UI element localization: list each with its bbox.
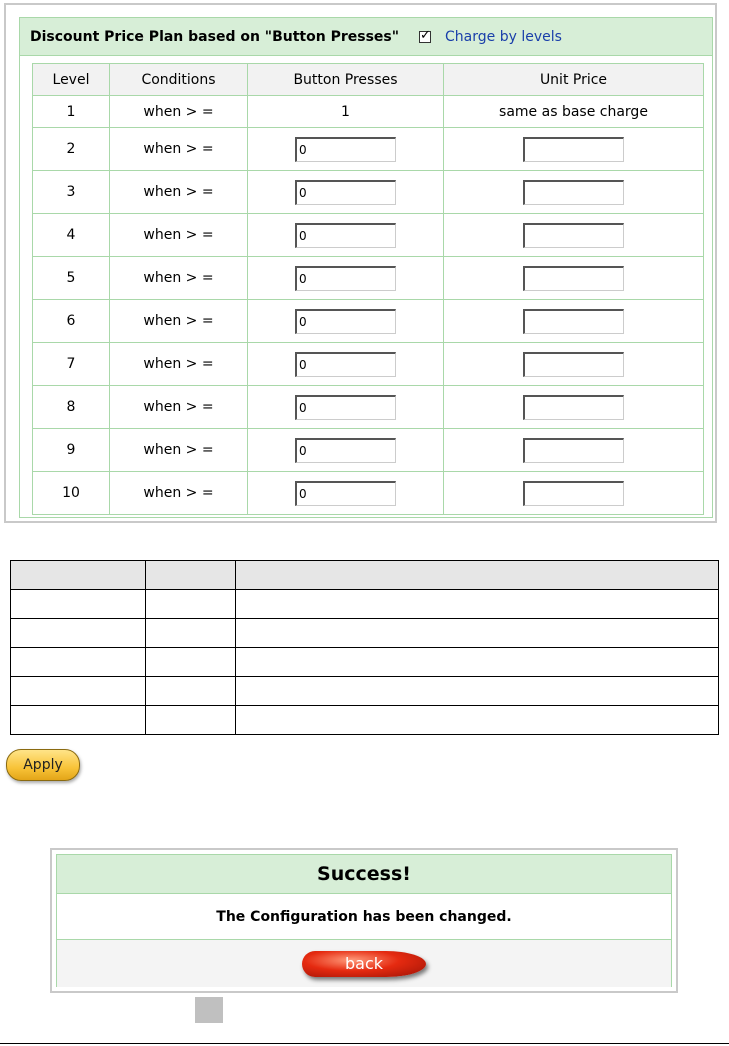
unit-price-input[interactable] <box>523 309 624 334</box>
unit-price-input[interactable] <box>523 352 624 377</box>
condition-cell: when > = <box>110 128 248 171</box>
description-cell <box>146 677 236 706</box>
description-cell <box>11 677 146 706</box>
table-row <box>33 429 704 472</box>
unit-price-cell <box>444 171 704 214</box>
button-presses-input[interactable] <box>295 180 396 205</box>
description-cell <box>236 590 719 619</box>
button-presses-input[interactable] <box>295 223 396 248</box>
table-row <box>11 648 719 677</box>
back-button[interactable]: back <box>302 951 426 977</box>
condition-cell: when > = <box>110 343 248 386</box>
presses-cell <box>248 386 444 429</box>
unit-price-input[interactable] <box>523 395 624 420</box>
presses-cell <box>248 472 444 515</box>
discount-plan-header <box>20 18 712 56</box>
presses-cell <box>248 257 444 300</box>
table-row <box>11 677 719 706</box>
apply-button[interactable]: Apply <box>6 749 80 781</box>
unit-price-cell <box>444 300 704 343</box>
unit-price-cell <box>444 128 704 171</box>
presses-cell <box>248 214 444 257</box>
level-cell: 7 <box>33 343 110 386</box>
table-row <box>33 128 704 171</box>
level-table <box>32 63 704 515</box>
description-table-header <box>11 561 719 590</box>
condition-cell: when > = <box>110 96 248 128</box>
header-button-presses: Button Presses <box>248 64 444 96</box>
condition-cell: when > = <box>110 429 248 472</box>
description-table <box>10 560 719 735</box>
unit-price-cell: same as base charge <box>444 96 704 128</box>
unit-price-cell <box>444 429 704 472</box>
table-row <box>33 386 704 429</box>
condition-cell: when > = <box>110 171 248 214</box>
unit-price-cell <box>444 214 704 257</box>
button-presses-input[interactable] <box>295 266 396 291</box>
table-row <box>33 300 704 343</box>
description-cell <box>236 706 719 735</box>
unit-price-input[interactable] <box>523 481 624 506</box>
unit-price-input[interactable] <box>523 137 624 162</box>
presses-cell <box>248 171 444 214</box>
description-cell <box>11 590 146 619</box>
table-row <box>11 619 719 648</box>
presses-cell <box>248 343 444 386</box>
level-cell: 3 <box>33 171 110 214</box>
condition-cell: when > = <box>110 386 248 429</box>
level-table-header <box>33 64 704 96</box>
button-presses-input[interactable] <box>295 352 396 377</box>
success-panel <box>50 848 678 993</box>
description-cell <box>236 648 719 677</box>
condition-cell: when > = <box>110 214 248 257</box>
table-row <box>11 706 719 735</box>
level-cell: 8 <box>33 386 110 429</box>
description-cell <box>11 706 146 735</box>
description-cell <box>236 619 719 648</box>
discount-plan-panel <box>4 3 717 523</box>
condition-cell: when > = <box>110 472 248 515</box>
description-cell <box>146 619 236 648</box>
charge-by-levels-label[interactable]: Charge by levels <box>445 28 562 45</box>
description-cell <box>11 648 146 677</box>
discount-plan-frame <box>19 17 713 518</box>
table-row <box>33 343 704 386</box>
table-row <box>33 214 704 257</box>
level-cell: 6 <box>33 300 110 343</box>
presses-cell <box>248 300 444 343</box>
table-row <box>33 96 704 128</box>
header-level: Level <box>33 64 110 96</box>
charge-by-levels-checkbox[interactable] <box>419 31 431 43</box>
description-cell <box>146 706 236 735</box>
unit-price-cell <box>444 472 704 515</box>
presses-cell: 1 <box>248 96 444 128</box>
unit-price-input[interactable] <box>523 223 624 248</box>
description-header-cell <box>146 561 236 590</box>
level-cell: 2 <box>33 128 110 171</box>
unit-price-cell <box>444 386 704 429</box>
unit-price-input[interactable] <box>523 438 624 463</box>
description-cell <box>146 590 236 619</box>
success-message: The Configuration has been changed. <box>57 894 671 940</box>
table-row <box>33 257 704 300</box>
button-presses-input[interactable] <box>295 309 396 334</box>
button-presses-input[interactable] <box>295 137 396 162</box>
description-header-cell <box>11 561 146 590</box>
unit-price-cell <box>444 257 704 300</box>
gray-marker <box>195 997 223 1023</box>
presses-cell <box>248 429 444 472</box>
description-cell <box>236 677 719 706</box>
footer-divider <box>0 1043 729 1044</box>
discount-plan-title: Discount Price Plan based on "Button Presses" <box>30 28 400 45</box>
button-presses-input[interactable] <box>295 395 396 420</box>
header-unit-price: Unit Price <box>444 64 704 96</box>
success-footer <box>57 940 671 987</box>
unit-price-input[interactable] <box>523 266 624 291</box>
level-cell: 5 <box>33 257 110 300</box>
presses-cell <box>248 128 444 171</box>
table-row <box>33 472 704 515</box>
level-cell: 10 <box>33 472 110 515</box>
condition-cell: when > = <box>110 257 248 300</box>
unit-price-input[interactable] <box>523 180 624 205</box>
unit-price-cell <box>444 343 704 386</box>
level-cell: 9 <box>33 429 110 472</box>
button-presses-input[interactable] <box>295 481 396 506</box>
description-cell <box>11 619 146 648</box>
success-title: Success! <box>57 855 671 894</box>
description-cell <box>146 648 236 677</box>
level-cell: 4 <box>33 214 110 257</box>
table-row <box>33 171 704 214</box>
header-conditions: Conditions <box>110 64 248 96</box>
description-header-cell <box>236 561 719 590</box>
level-cell: 1 <box>33 96 110 128</box>
success-panel-inner <box>56 854 672 987</box>
button-presses-input[interactable] <box>295 438 396 463</box>
condition-cell: when > = <box>110 300 248 343</box>
table-row <box>11 590 719 619</box>
